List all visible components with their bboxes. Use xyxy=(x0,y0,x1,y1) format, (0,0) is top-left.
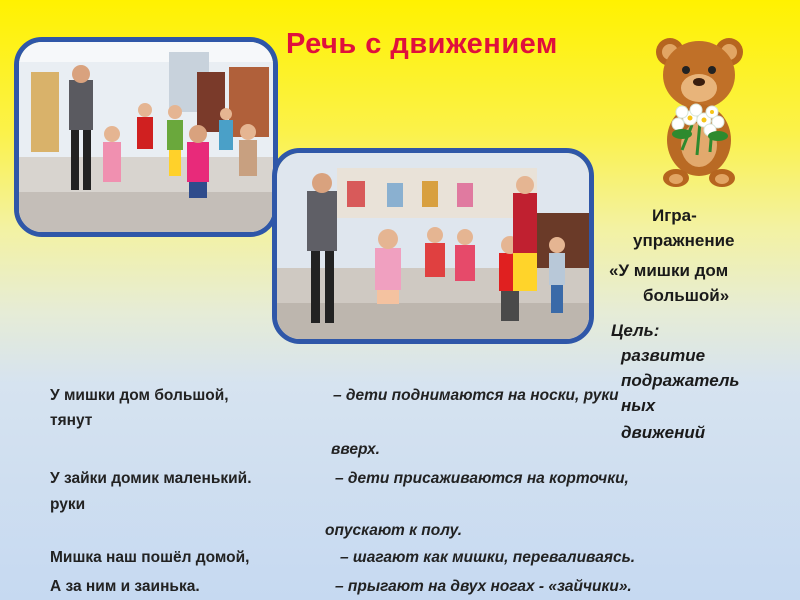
verse-1-text: У мишки дом большой, xyxy=(50,387,229,404)
teddy-bear-icon xyxy=(652,30,747,188)
verse-1-action-cont: вверх. xyxy=(331,441,380,458)
photo-children-playing-1 xyxy=(14,37,278,237)
verse-2-text: У зайки домик маленький. xyxy=(50,470,252,487)
game-label-2: упражнение xyxy=(633,231,735,250)
verse-2-action-cont: опускают к полу. xyxy=(325,522,463,539)
goal-text-1: развитие xyxy=(621,346,706,365)
verse-3-action: – шагают как мишки, переваливаясь. xyxy=(340,549,636,566)
verse-4-text: А за ним и заинька. xyxy=(50,578,200,595)
goal-text-4: движений xyxy=(621,423,706,442)
verse-4-action: – прыгают на двух ногах - «зайчики». xyxy=(335,578,632,595)
game-name-1: «У мишки дом xyxy=(609,261,729,280)
verse-2-text-cont: руки xyxy=(50,496,86,513)
goal-text-2: подражатель xyxy=(621,371,740,390)
verse-1-text-cont: тянут xyxy=(50,412,93,429)
verse-1-action: – дети поднимаются на носки, руки xyxy=(333,387,619,404)
goal-text-3: ных xyxy=(621,396,656,415)
photo-children-playing-2 xyxy=(272,148,594,344)
verse-3-text: Мишка наш пошёл домой, xyxy=(50,549,250,566)
game-name-2: большой» xyxy=(643,286,730,305)
game-label-1: Игра- xyxy=(652,206,697,225)
goal-label: Цель: xyxy=(611,321,660,340)
slide-title: Речь с движением xyxy=(286,28,558,60)
verse-2-action: – дети присаживаются на корточки, xyxy=(335,470,629,487)
